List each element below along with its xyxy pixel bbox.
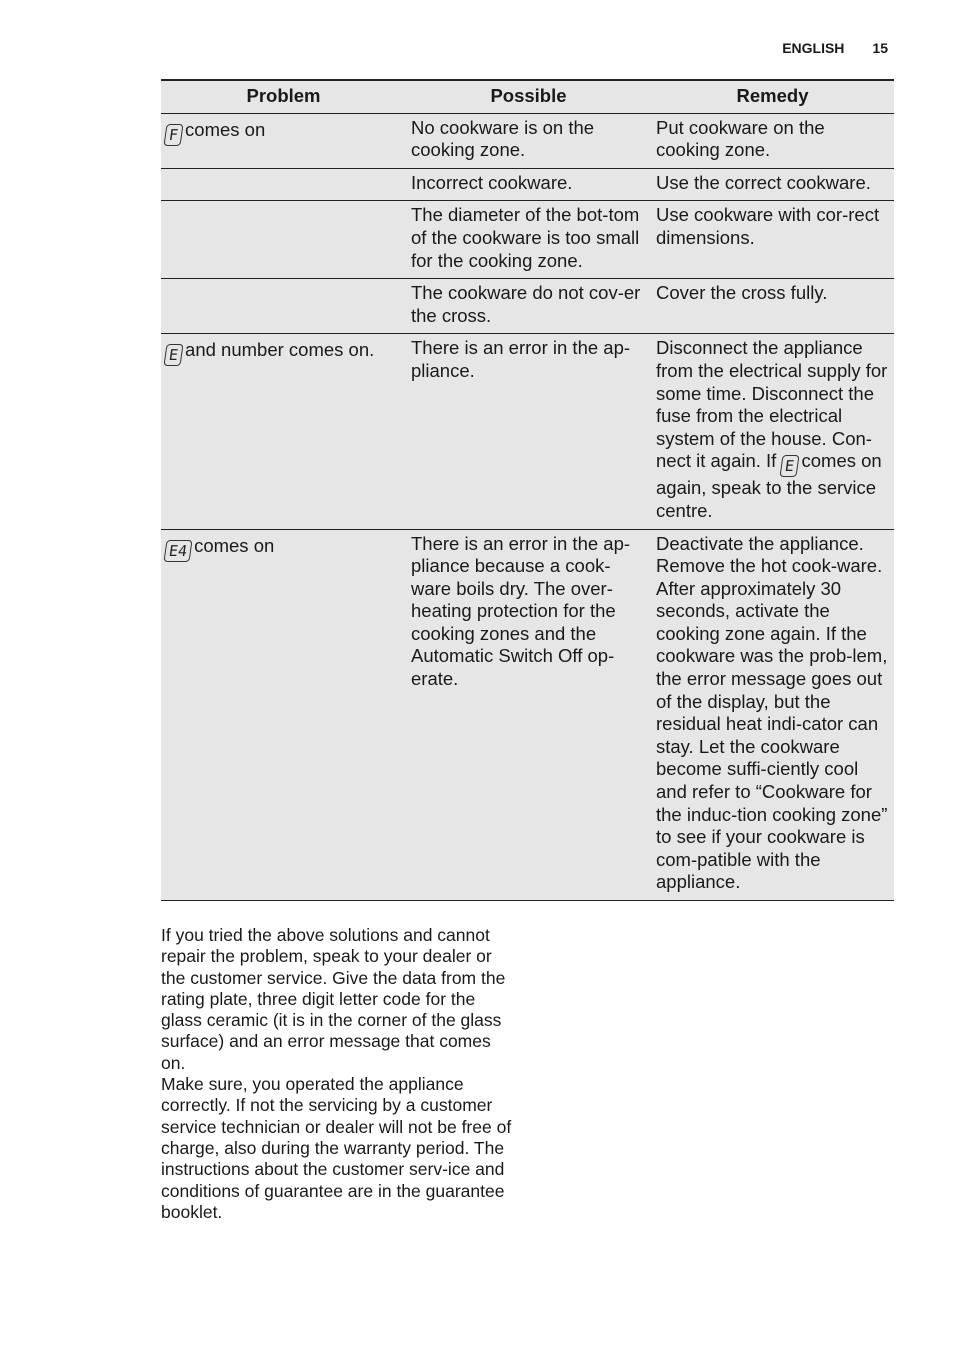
possible-cause-cell: The cookware do not cov-er the cross. (411, 282, 641, 326)
remedy-cell: Use cookware with cor-rect dimensions. (656, 204, 880, 248)
table-row (161, 279, 894, 334)
problem-cell (161, 529, 406, 901)
column-header-remedy: Remedy (736, 85, 809, 106)
problem-cell (161, 279, 406, 334)
display-symbol-icon: E (163, 344, 183, 366)
table-header-row (161, 80, 894, 113)
possible-cause-cell: The diameter of the bot-tom of the cookware is too small for the cooking zone. (411, 204, 640, 271)
remedy-text-after: comes on again, speak to the service centre. (656, 450, 882, 521)
problem-text: and number comes on. (185, 339, 375, 361)
table-row (161, 201, 894, 279)
display-symbol-icon: F (163, 124, 183, 146)
problem-cell (161, 168, 406, 201)
remedy-text-before: Disconnect the appliance from the electrical supply for some time. Disconnect the fuse from the electrical system of the house. Con-nect it again. If (656, 337, 888, 472)
problem-cell (161, 113, 406, 168)
problem-cell (161, 334, 406, 529)
display-symbol-icon: E4 (163, 540, 192, 562)
table-row (161, 113, 894, 168)
footer-paragraph: If you tried the above solutions and cannot repair the problem, speak to your dealer or the customer service. Give the data from the rating plate, three digit letter code for the glass ceramic (it is in the corner of the glass surface) and an error message that comes on. (161, 925, 506, 1073)
footer-notes (161, 925, 513, 1223)
remedy-cell (651, 334, 894, 529)
problem-text: comes on (185, 118, 266, 140)
problem-cell (161, 201, 406, 279)
footer-paragraph: Make sure, you operated the appliance correctly. If not the servicing by a customer service technician or dealer will not be free of charge, also during the warranty period. The instructions about the customer serv-ice and conditions of guarantee are in the guarantee booklet. (161, 1074, 512, 1222)
language-label: ENGLISH (782, 40, 845, 56)
possible-cause-cell: There is an error in the ap-pliance because a cook-ware boils dry. The over-heating protection for the cooking zones and the Automatic Switch Off op-erate. (411, 532, 631, 690)
possible-cause-cell: There is an error in the ap-pliance. (411, 337, 631, 381)
table-row (161, 529, 894, 901)
remedy-cell: Deactivate the appliance. Remove the hot cook-ware. After approximately 30 seconds, activate the cooking zone again. If the cookware was the prob-lem, the error message goes out of the display, but the residual heat indi-cator can stay. Let the cookware become suffi-ciently cool and refer to “Cookware for the induc-tion cooking zone” to see if your cookware is com-patible with the appliance. (656, 532, 888, 893)
troubleshooting-table (161, 79, 894, 901)
column-header-problem: Problem (246, 85, 321, 106)
display-symbol-icon: E (780, 455, 800, 477)
remedy-cell: Use the correct cookware. (656, 171, 871, 193)
column-header-possible: Possible (490, 85, 567, 106)
remedy-cell: Put cookware on the cooking zone. (656, 116, 825, 161)
table-row (161, 334, 894, 529)
table-row (161, 168, 894, 201)
possible-cause-cell: No cookware is on the cooking zone. (411, 116, 595, 161)
page-number: 15 (872, 40, 888, 56)
problem-text: comes on (194, 534, 275, 556)
remedy-cell: Cover the cross fully. (656, 282, 828, 304)
possible-cause-cell: Incorrect cookware. (411, 171, 573, 193)
page-header (782, 40, 888, 56)
